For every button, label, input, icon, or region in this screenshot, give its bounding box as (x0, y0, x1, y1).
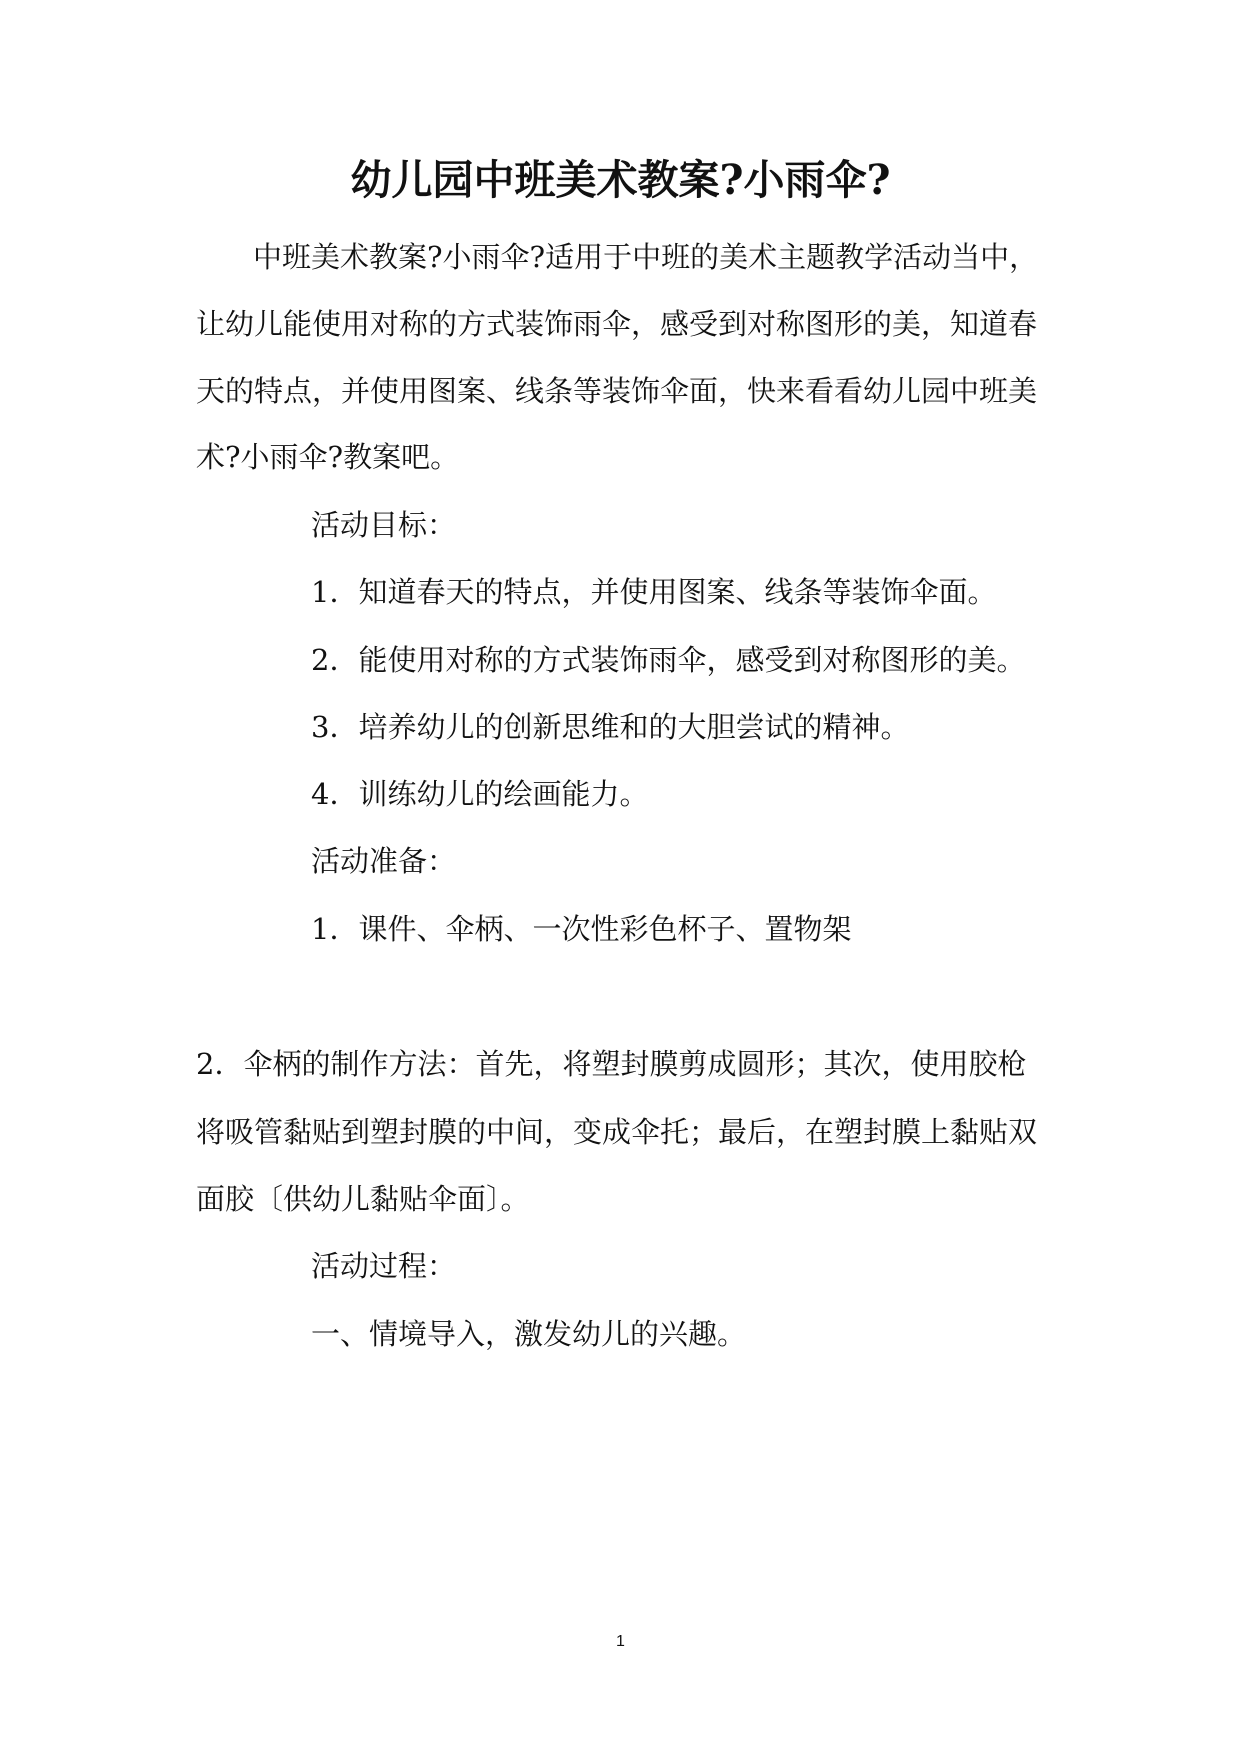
goal-item: 3．培养幼儿的创新思维和的大胆尝试的精神。 (311, 710, 910, 744)
prep-item: 1．课件、伞柄、一次性彩色杯子、置物架 (311, 912, 852, 946)
goal-item: 2．能使用对称的方式装饰雨伞，感受到对称图形的美。 (311, 643, 1026, 677)
page-number: 1 (616, 1633, 625, 1650)
intro-line: 中班美术教案?小雨伞?适用于中班的美术主题教学活动当中， (253, 240, 1039, 274)
prep-method-line: 面胶〔供幼儿黏贴伞面〕。 (196, 1182, 530, 1216)
goal-item: 4．训练幼儿的绘画能力。 (311, 777, 649, 811)
intro-line: 术?小雨伞?教案吧。 (196, 440, 460, 474)
prep-method-line: 将吸管黏贴到塑封膜的中间，变成伞托；最后，在塑封膜上黏贴双 (196, 1115, 1038, 1149)
intro-line: 天的特点，并使用图案、线条等装饰伞面，快来看看幼儿园中班美 (196, 374, 1038, 408)
process-heading: 活动过程： (311, 1249, 457, 1283)
goals-heading: 活动目标： (311, 508, 457, 542)
process-item: 一、情境导入，激发幼儿的兴趣。 (311, 1317, 747, 1351)
prep-method-line: 2．伞柄的制作方法：首先，将塑封膜剪成圆形；其次，使用胶枪 (196, 1047, 1027, 1081)
intro-line: 让幼儿能使用对称的方式装饰雨伞，感受到对称图形的美，知道春 (196, 307, 1038, 341)
prep-heading: 活动准备： (311, 844, 457, 878)
document-title: 幼儿园中班美术教案?小雨伞? (350, 156, 891, 204)
goal-item: 1．知道春天的特点，并使用图案、线条等装饰伞面。 (311, 575, 997, 609)
